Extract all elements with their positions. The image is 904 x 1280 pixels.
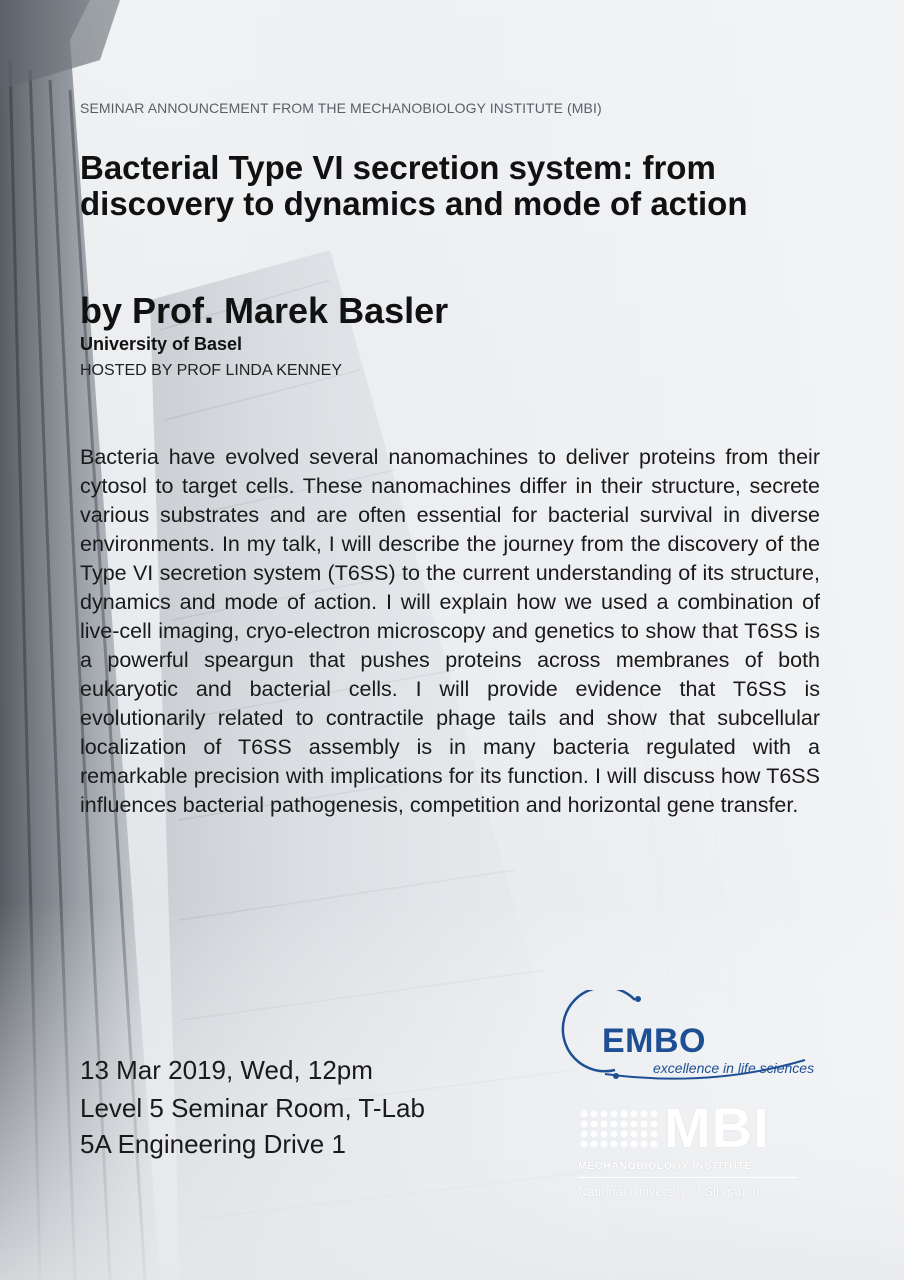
speaker-name: by Prof. Marek Basler [80,290,449,331]
announcement-kicker: SEMINAR ANNOUNCEMENT FROM THE MECHANOBIOLOGY INSTITUTE (MBI) [80,100,602,116]
mbi-wordmark: MBI [664,1096,770,1159]
mbi-divider [578,1177,798,1178]
seminar-title: Bacterial Type VI secretion system: from discovery to dynamics and mode of action [80,149,748,222]
embo-wordmark: EMBO [602,1022,706,1060]
event-address: 5A Engineering Drive 1 [80,1129,346,1159]
abstract-text: Bacteria have evolved several nanomachines to deliver proteins from their cytosol to target cells. These nanomachines differ in their structure, secrete various substrates and are often essential for bacterial survival in diverse environments. In my talk, I will describe the journey from the discovery of the Type VI secretion system (T6SS) to the current understanding of its structure, dynamics and mode of action. I will explain how we used a combination of live-cell imaging, cryo-electron microscopy and genetics to show that T6SS is a powerful speargun that pushes proteins across membranes of both eukaryotic and bacterial cells. I will provide evidence that T6SS is evolutionarily related to contractile phage tails and show that subcellular localization of T6SS assembly is in many bacteria regulated with a remarkable precision with implications for its function. I will discuss how T6SS influences bacterial pathogenesis, competition and horizontal gene transfer. [80,445,820,817]
mbi-institute-name: MECHANOBIOLOGY INSTITUTE [578,1160,753,1172]
mbi-dot-grid-icon [578,1108,660,1152]
host-line: HOSTED BY PROF LINDA KENNEY [80,362,342,379]
event-venue: Level 5 Seminar Room, T-Lab [80,1093,425,1123]
speaker-affiliation: University of Basel [80,334,243,354]
mbi-university-name: National University of Singapore [578,1184,764,1199]
embo-tagline: excellence in life sciences [653,1060,815,1076]
event-date: 13 Mar 2019, Wed, 12pm [80,1055,373,1085]
